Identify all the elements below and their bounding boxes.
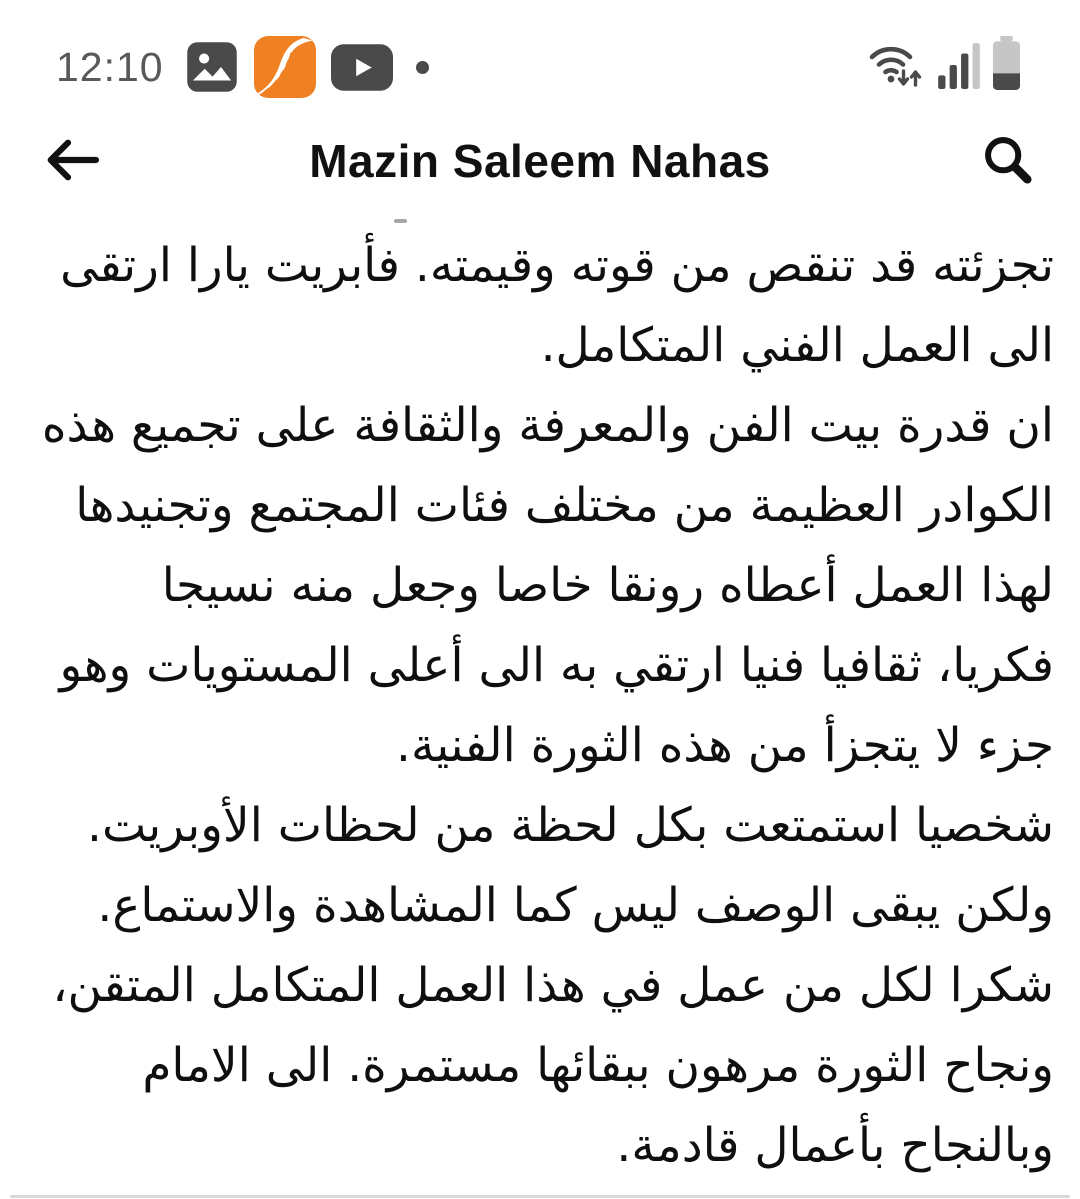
battery-icon (993, 36, 1020, 90)
post-text-line: فكريا، ثقافيا فنيا ارتقي به الى أعلى المستويات وهو (59, 638, 1054, 693)
road-app-icon (254, 36, 316, 98)
arrow-left-icon (40, 128, 104, 195)
post-body (0, 216, 1080, 1186)
post-text-line: شكرا لكل من عمل في هذا العمل المتكامل المتقن، (52, 958, 1054, 1013)
status-bar (0, 0, 1080, 106)
post-text-line: وبالنجاح بأعمال قادمة. (616, 1118, 1054, 1173)
notification-dot-icon (416, 61, 429, 74)
gallery-icon (185, 40, 239, 94)
clock: 12:10 (56, 43, 164, 90)
page-title: Mazin Saleem Nahas (309, 135, 771, 187)
wifi-icon (865, 36, 925, 90)
post-text-line: تجزئته قد تنقص من قوته وقيمته. فأبريت يارا ارتقى (60, 238, 1054, 293)
bottom-divider (10, 1195, 1070, 1198)
post-text-line: الى العمل الفني المتكامل. (540, 318, 1054, 373)
status-bar-right (865, 36, 1020, 90)
post-text-line: ان قدرة بيت الفن والمعرفة والثقافة على تجميع هذه (41, 398, 1054, 453)
post-text-line: الكوادر العظيمة من مختلف فئات المجتمع وتجنيدها (75, 478, 1054, 533)
app-header (0, 106, 1080, 216)
search-icon (979, 131, 1037, 192)
youtube-icon (331, 44, 393, 91)
post-text-line: لهذا العمل أعطاه رونقا خاصا وجعل منه نسيجا (161, 558, 1054, 613)
post-text-line: شخصيا استمتعت بكل لحظة من لحظات الأوبريت. (87, 798, 1054, 853)
scroll-artifact (394, 219, 407, 223)
status-bar-left (56, 36, 429, 98)
search-button[interactable] (970, 126, 1046, 196)
back-button[interactable] (34, 126, 110, 196)
signal-strength-icon (938, 40, 980, 90)
post-text-line: ولكن يبقى الوصف ليس كما المشاهدة والاستماع. (97, 878, 1054, 933)
post-text-line: جزء لا يتجزأ من هذه الثورة الفنية. (396, 718, 1054, 773)
post-text-line: ونجاح الثورة مرهون ببقائها مستمرة. الى الامام (142, 1038, 1054, 1093)
